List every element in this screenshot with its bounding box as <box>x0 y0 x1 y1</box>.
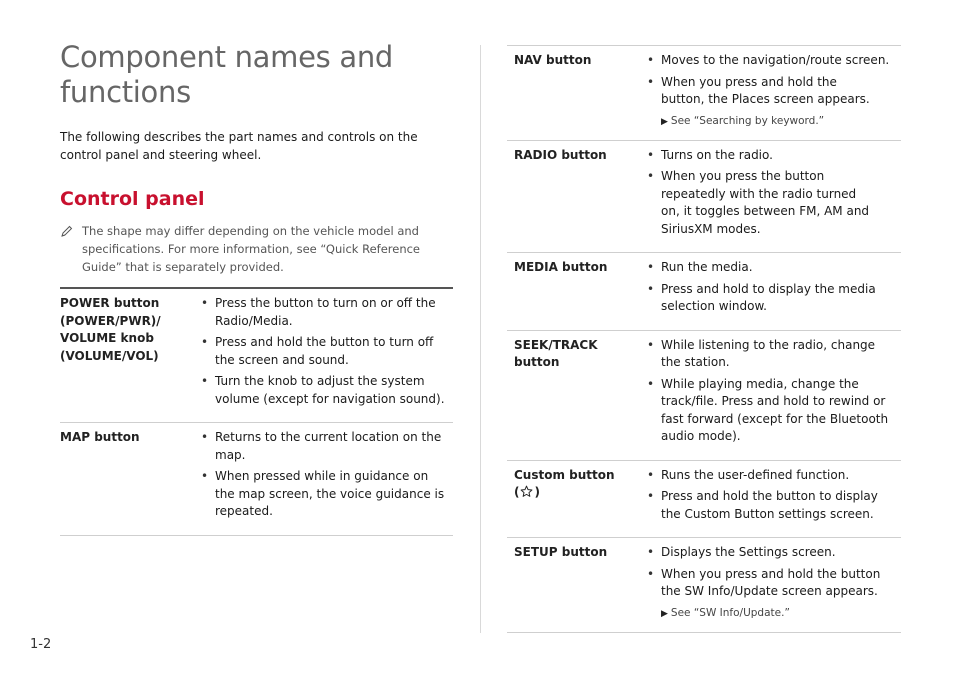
bullet-line: on, it toggles between FM, AM and <box>661 204 870 218</box>
component-name <box>507 538 646 633</box>
component-name-line: Custom button <box>514 467 615 482</box>
bullet-line: Press the button to turn on or off the <box>215 296 436 310</box>
intro-paragraph <box>60 128 420 164</box>
component-name <box>507 253 646 331</box>
component-name-line: RADIO button <box>514 147 607 162</box>
right-component-table <box>507 45 901 633</box>
bullet-line: SiriusXM modes. <box>661 221 761 236</box>
table-row <box>507 330 901 460</box>
component-name-line: SEEK/TRACK <box>514 337 598 352</box>
table-row <box>60 423 453 536</box>
bullet-item <box>646 566 901 601</box>
component-name-line: button <box>514 355 560 369</box>
note-line-2: specifications. For more information, see “Quick Reference <box>82 242 421 256</box>
bullet-item <box>646 52 901 70</box>
page-title-line-1: Component names and <box>60 40 394 74</box>
component-description <box>200 423 453 536</box>
bullet-line: the SW Info/Update screen appears. <box>661 584 878 598</box>
bullet-item <box>646 259 901 277</box>
table-row <box>60 288 453 423</box>
bullet-list <box>646 467 901 524</box>
left-component-table <box>60 287 453 536</box>
component-name <box>507 140 646 253</box>
component-name <box>507 46 646 141</box>
intro-line-2: control panel and steering wheel. <box>60 148 262 162</box>
component-name-line: SETUP button <box>514 545 608 559</box>
bullet-line: track/file. Press and hold to rewind or <box>661 394 886 408</box>
table-row <box>507 538 901 633</box>
bullet-item <box>200 295 453 330</box>
column-divider <box>480 45 481 633</box>
component-name-line: (VOLUME/VOL) <box>60 348 159 363</box>
arrow-right-icon: ▶ <box>661 116 668 127</box>
component-description <box>200 288 453 423</box>
bullet-line: the Custom Button settings screen. <box>661 506 874 521</box>
bullet-line: When you press the button <box>661 169 825 183</box>
bullet-item <box>646 281 901 316</box>
section-title: Control panel <box>60 188 205 210</box>
bullet-line: Press and hold the button to turn off <box>215 335 434 349</box>
bullet-line: the station. <box>661 355 730 369</box>
bullet-line: Moves to the navigation/route screen. <box>661 53 890 67</box>
table-row <box>507 460 901 538</box>
bullet-line: While playing media, change the <box>661 376 859 391</box>
pencil-note-icon <box>60 222 82 276</box>
bullet-line: Run the media. <box>661 260 753 274</box>
table-row <box>507 253 901 331</box>
component-name-line: MEDIA button <box>514 260 608 274</box>
note <box>60 222 453 276</box>
bullet-item <box>200 373 453 408</box>
component-description <box>646 330 901 460</box>
bullet-line: When you press and hold the button <box>661 566 881 581</box>
component-name <box>60 288 200 423</box>
component-name-suffix: ) <box>534 485 540 499</box>
bullet-line: Press and hold the button to display <box>661 489 878 503</box>
component-name-line: (POWER/PWR)/ <box>60 313 161 328</box>
bullet-item <box>646 467 901 485</box>
bullet-item <box>646 74 901 109</box>
component-description <box>646 253 901 331</box>
bullet-line: the map screen, the voice guidance is <box>215 486 445 501</box>
component-name-line: VOLUME knob <box>60 331 154 345</box>
bullet-list <box>646 52 901 109</box>
right-column <box>507 45 901 633</box>
bullet-line: selection window. <box>661 299 767 313</box>
component-name <box>60 423 200 536</box>
bullet-line: volume (except for navigation sound). <box>215 391 445 406</box>
bullet-item <box>200 334 453 369</box>
bullet-line: repeated. <box>215 504 273 518</box>
bullet-line: While listening to the radio, change <box>661 337 876 352</box>
bullet-item <box>646 544 901 562</box>
component-description <box>646 538 901 633</box>
component-name-line: MAP button <box>60 430 140 444</box>
bullet-line: Turns on the radio. <box>661 147 773 162</box>
arrow-right-icon: ▶ <box>661 608 668 619</box>
component-name-line: ( <box>514 485 520 499</box>
bullet-list <box>200 429 453 521</box>
bullet-list <box>200 295 453 408</box>
see-reference-text: See “SW Info/Update.” <box>670 606 790 619</box>
see-reference-link[interactable] <box>646 113 901 130</box>
bullet-line: repeatedly with the radio turned <box>661 186 857 201</box>
bullet-line: Runs the user-defined function. <box>661 467 850 482</box>
left-column <box>60 40 453 536</box>
component-name <box>507 460 646 538</box>
bullet-item <box>646 147 901 165</box>
bullet-list <box>646 337 901 446</box>
see-reference-text: See “Searching by keyword.” <box>670 114 825 127</box>
bullet-list <box>646 259 901 316</box>
bullet-line: the screen and sound. <box>215 352 349 367</box>
component-name-line: POWER button <box>60 296 160 310</box>
note-line-1: The shape may differ depending on the vehicle model and <box>82 224 419 238</box>
bullet-item <box>200 429 453 464</box>
bullet-list <box>646 544 901 601</box>
bullet-line: Displays the Settings screen. <box>661 545 836 559</box>
bullet-line: button, the Places screen appears. <box>661 92 870 106</box>
note-line-3: Guide” that is separately provided. <box>82 260 284 274</box>
bullet-line: map. <box>215 447 246 462</box>
bullet-line: When pressed while in guidance on <box>215 469 429 483</box>
star-outline-icon <box>520 485 533 504</box>
bullet-line: audio mode). <box>661 429 741 443</box>
page-number: 1-2 <box>30 637 52 652</box>
bullet-line: Radio/Media. <box>215 313 293 328</box>
see-reference-link[interactable] <box>646 605 901 622</box>
bullet-item <box>646 168 901 238</box>
component-name-line: NAV button <box>514 53 592 67</box>
component-name <box>507 330 646 460</box>
component-description <box>646 46 901 141</box>
bullet-list <box>646 147 901 239</box>
component-description <box>646 140 901 253</box>
page-title-line-2: functions <box>60 75 191 109</box>
bullet-item <box>646 376 901 446</box>
bullet-line: Returns to the current location on the <box>215 430 442 444</box>
component-description <box>646 460 901 538</box>
bullet-line: fast forward (except for the Bluetooth <box>661 411 889 426</box>
page-title <box>60 40 453 110</box>
table-row <box>507 140 901 253</box>
bullet-line: Press and hold to display the media <box>661 281 876 296</box>
intro-line-1: The following describes the part names and controls on the <box>60 130 418 144</box>
table-row <box>507 46 901 141</box>
bullet-item <box>646 488 901 523</box>
bullet-item <box>200 468 453 521</box>
note-text <box>82 222 437 276</box>
bullet-item <box>646 337 901 372</box>
bullet-line: Turn the knob to adjust the system <box>215 374 425 388</box>
bullet-line: When you press and hold the <box>661 74 837 89</box>
